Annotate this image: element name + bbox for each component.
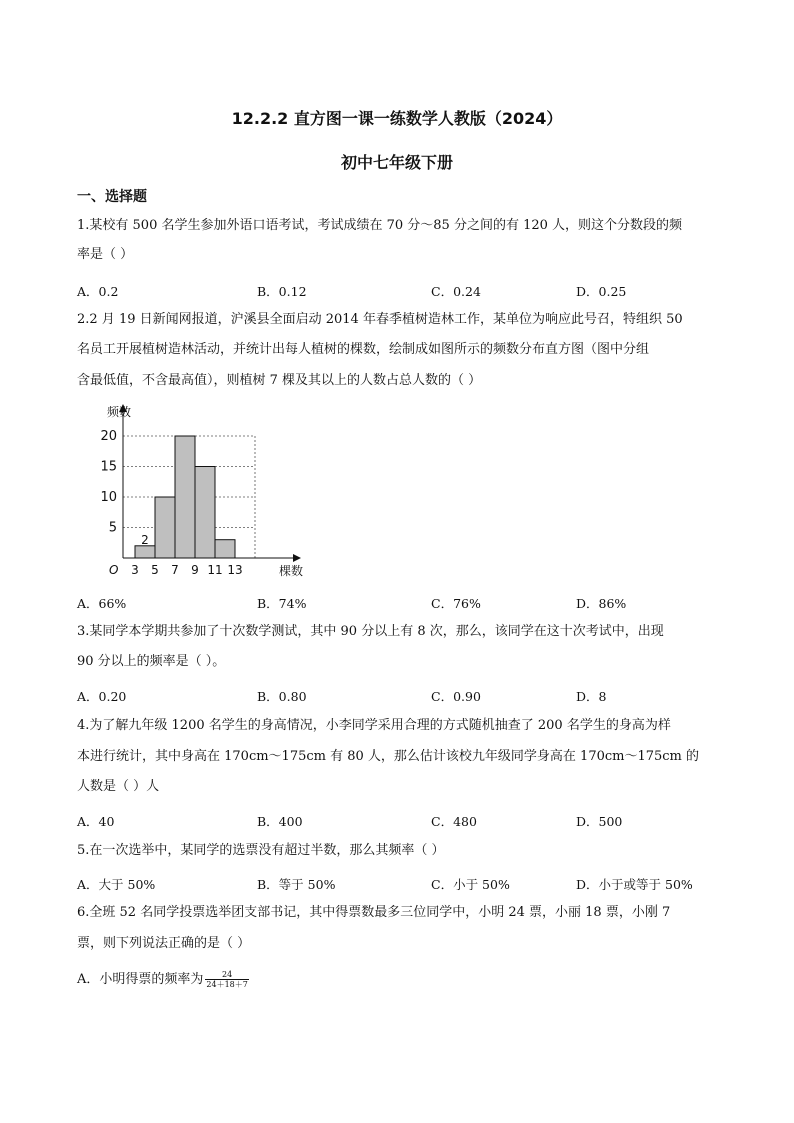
q4-line-2: 本进行统计，其中身高在 170cm～175cm 有 80 人，那么估计该校九年级同学身高在 170cm～175cm 的 <box>77 749 700 764</box>
q6-option-a <box>77 970 249 989</box>
q3-option-a: A．0.20 <box>77 689 127 704</box>
q2-option-d: D．86% <box>576 596 627 611</box>
q1-option-a: A．0.2 <box>77 284 119 299</box>
q3-line-2: 90 分以上的频率是（ ）。 <box>77 654 226 669</box>
q5-option-a: A．大于 50% <box>77 877 156 892</box>
q2-line-3: 含最低值，不含最高值），则植树 7 棵及其以上的人数占总人数的（ ） <box>77 373 482 388</box>
y-tick-label: 15 <box>100 459 117 475</box>
q5-line-1: 5.在一次选举中，某同学的选票没有超过半数，那么其频率（ ） <box>77 843 445 858</box>
x-axis-arrow <box>293 554 301 562</box>
q6-option-a-fraction <box>205 970 248 989</box>
x-axis-label: 棵数 <box>279 564 304 578</box>
q3-option-c: C．0.90 <box>431 689 481 704</box>
x-tick-label: 9 <box>191 563 199 577</box>
q4-option-c: C．480 <box>431 814 477 829</box>
fraction-denominator: 24＋18＋7 <box>206 980 248 989</box>
bar-data-label: 2 <box>141 532 149 547</box>
q6-option-a-prefix: A．小明得票的频率为 <box>77 972 204 987</box>
q1-option-d: D．0.25 <box>576 284 627 299</box>
q5-option-d: D．小于或等于 50% <box>576 877 693 892</box>
q4-line-3: 人数是（ ）人 <box>77 779 160 794</box>
y-tick-label: 5 <box>108 520 117 536</box>
q3-line-1: 3.某同学本学期共参加了十次数学测试，其中 90 分以上有 8 次，那么，该同学在这十次考试中，出现 <box>77 624 664 639</box>
fraction-numerator: 24 <box>205 970 248 980</box>
q5-option-b: B．等于 50% <box>257 877 336 892</box>
q6-line-1: 6.全班 52 名同学投票选举团支部书记，其中得票数最多三位同学中，小明 24 票，小丽 18 票，小刚 7 <box>77 905 671 920</box>
histogram-chart <box>77 398 317 580</box>
document-subtitle: 初中七年级下册 <box>340 153 453 172</box>
histogram-bar <box>215 540 235 558</box>
x-tick-label: 7 <box>171 563 179 577</box>
q4-option-d: D．500 <box>576 814 623 829</box>
q1-option-c: C．0.24 <box>431 284 481 299</box>
x-tick-label: 11 <box>207 563 223 577</box>
document-title: 12.2.2 直方图一课一练数学人教版（2024） <box>231 109 563 128</box>
q1-line-1: 1.某校有 500 名学生参加外语口语考试，考试成绩在 70 分～85 分之间的有 120 人，则这个分数段的频 <box>77 218 683 233</box>
q2-line-1: 2.2 月 19 日新闻网报道，沪溪县全面启动 2014 年春季植树造林工作，某单位为响应此号召，特组织 50 <box>77 312 683 327</box>
section-heading: 一、选择题 <box>77 189 147 205</box>
histogram-bar <box>195 467 215 559</box>
histogram-bar <box>135 546 155 558</box>
q6-line-2: 票，则下列说法正确的是（ ） <box>77 936 251 951</box>
x-tick-label: 5 <box>151 563 159 577</box>
y-tick-label: 10 <box>100 490 117 505</box>
y-tick-label: 20 <box>100 429 117 444</box>
x-tick-label: 3 <box>131 563 139 577</box>
histogram-bar <box>175 436 195 558</box>
q2-option-a: A．66% <box>77 596 127 611</box>
q4-option-a: A．40 <box>77 814 115 829</box>
q1-option-b: B．0.12 <box>257 284 307 299</box>
q3-option-b: B．0.80 <box>257 689 307 704</box>
q2-line-2: 名员工开展植树造林活动，并统计出每人植树的棵数，绘制成如图所示的频数分布直方图（图中分组 <box>77 342 650 357</box>
q3-option-d: D．8 <box>576 689 607 704</box>
origin-label: O <box>109 563 119 577</box>
y-axis-label: 频数 <box>107 405 132 419</box>
q2-option-c: C．76% <box>431 596 481 611</box>
q4-option-b: B．400 <box>257 814 303 829</box>
q1-line-2: 率是（ ） <box>77 247 134 262</box>
histogram-bar <box>155 497 175 558</box>
q2-option-b: B．74% <box>257 596 307 611</box>
x-tick-label: 13 <box>227 563 243 577</box>
q5-option-c: C．小于 50% <box>431 877 510 892</box>
q4-line-1: 4.为了解九年级 1200 名学生的身高情况，小李同学采用合理的方式随机抽查了 200 名学生的身高为样 <box>77 718 671 733</box>
